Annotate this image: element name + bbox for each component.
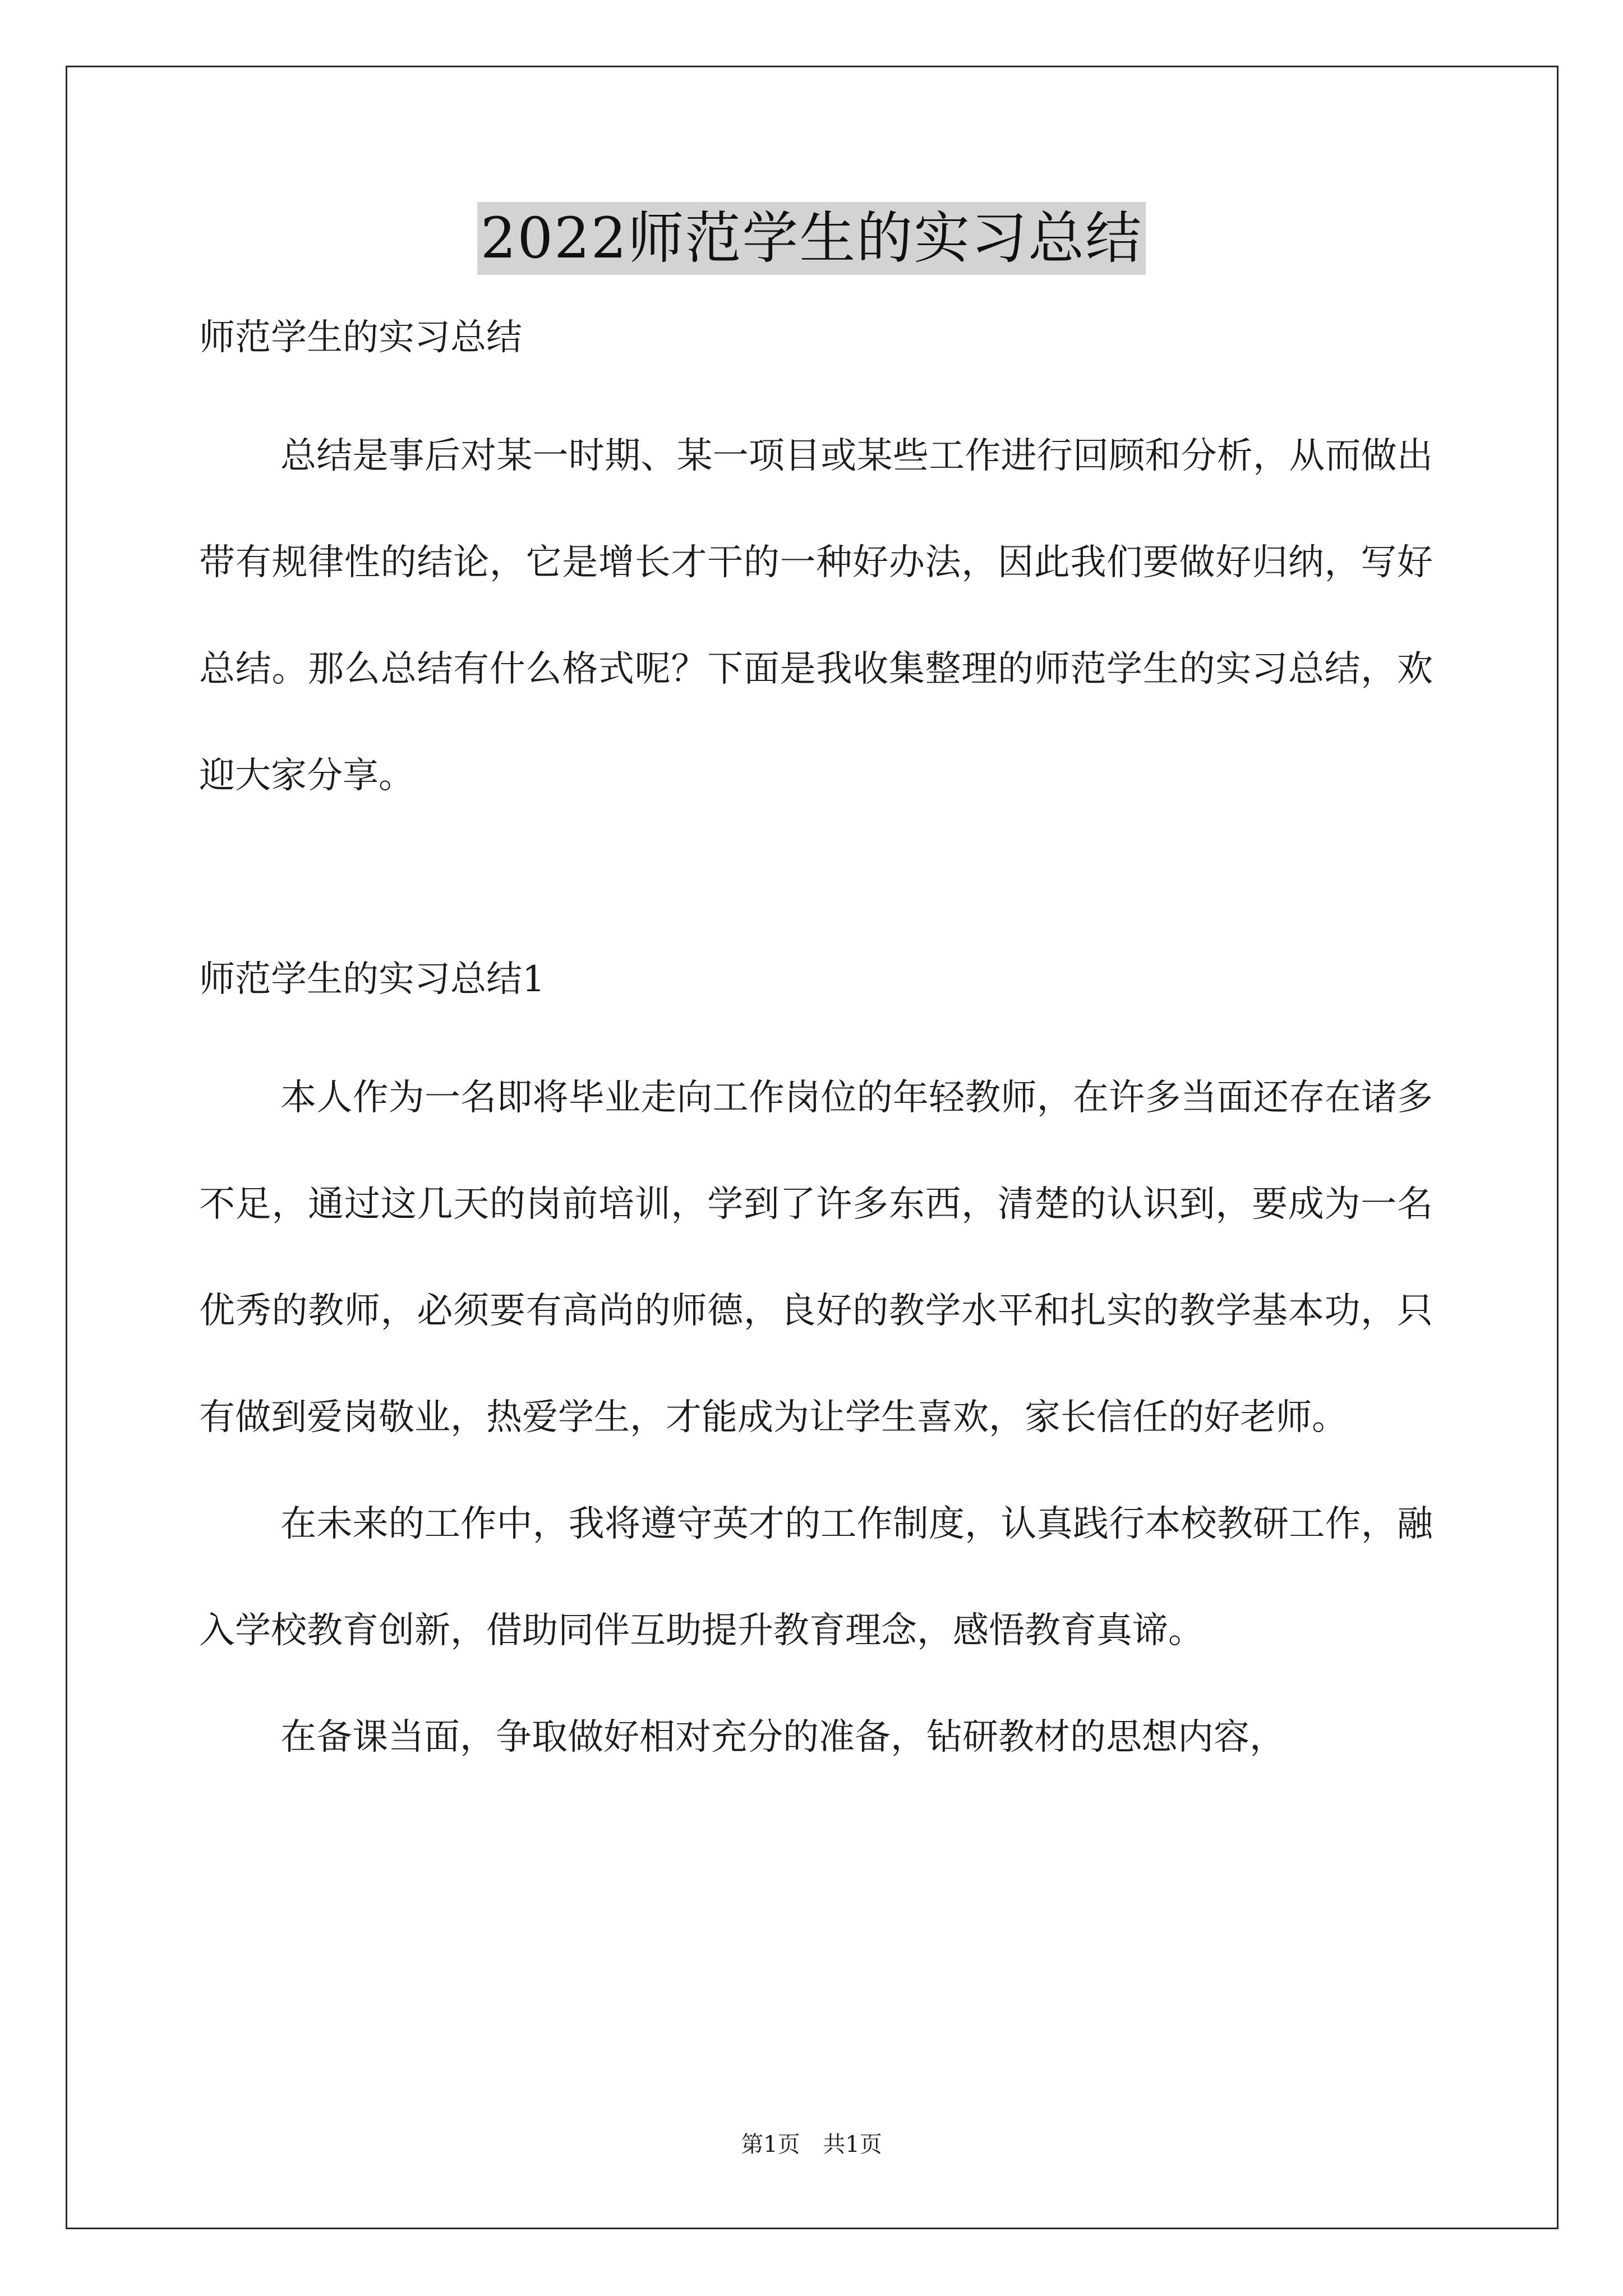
body-paragraph-3: 在备课当面，争取做好相对充分的准备，钻研教材的思想内容，	[280, 1717, 1285, 1758]
document-body	[199, 315, 1433, 1791]
body-paragraph-1: 本人作为一名即将毕业走向工作岗位的年轻教师，在许多当面还存在诸多不足，通过这几天的岗前培训，学到了许多东西，清楚的认识到，要成为一名优秀的教师，必须要有高尚的师德，良好的教学水平和扎实的教学基本功，只有做到爱岗敬业，热爱学生，才能成为让学生喜欢，家长信任的好老师。	[199, 1077, 1433, 1438]
total-pages-label: 共1页	[823, 2132, 882, 2157]
section-heading: 师范学生的实习总结1	[199, 959, 545, 1000]
document-title: 2022师范学生的实习总结	[477, 202, 1146, 275]
current-page-label: 第1页	[741, 2132, 800, 2157]
intro-paragraph: 总结是事后对某一时期、某一项目或某些工作进行回顾和分析，从而做出带有规律性的结论，它是增长才干的一种好办法，因此我们要做好归纳，写好总结。那么总结有什么格式呢？下面是我收集整理的师范学生的实习总结，欢迎大家分享。	[199, 435, 1433, 797]
page-footer	[0, 2131, 1623, 2159]
body-paragraph-2: 在未来的工作中，我将遵守英才的工作制度，认真践行本校教研工作，融入学校教育创新，借助同伴互助提升教育理念，感悟教育真谛。	[199, 1503, 1433, 1651]
document-subtitle: 师范学生的实习总结	[199, 317, 522, 358]
title-container	[0, 202, 1623, 275]
